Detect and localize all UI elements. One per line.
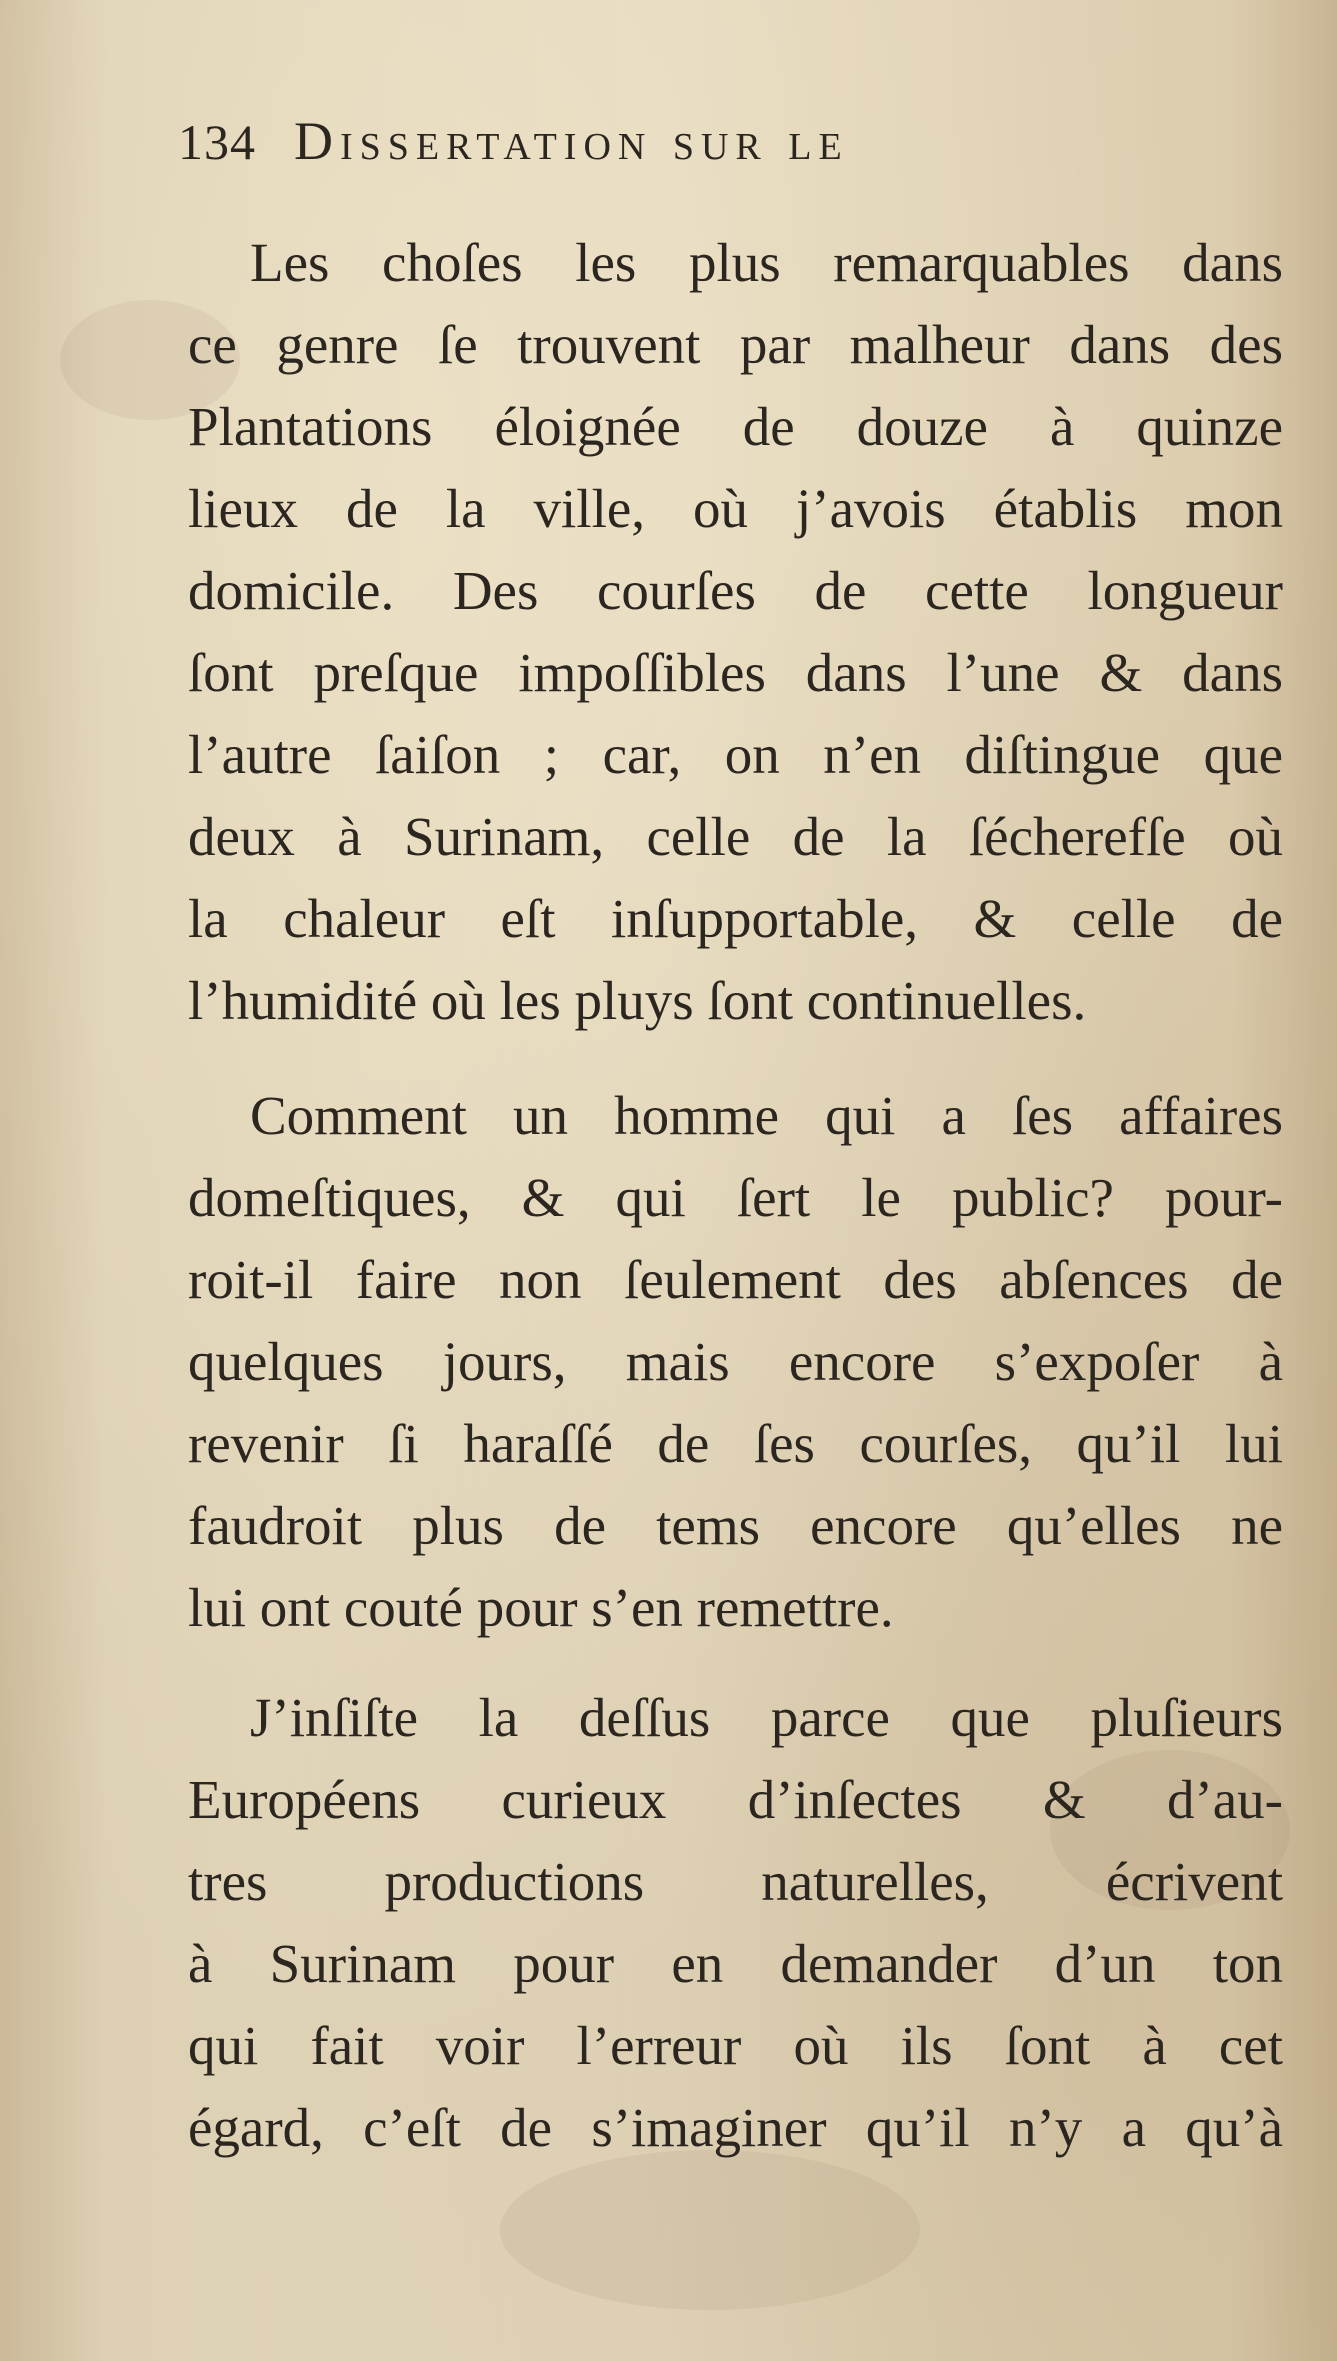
text-line: l’autre ſaiſon ; car, on n’en diſtingue que <box>188 724 1283 785</box>
text-line: deux à Surinam, celle de la ſécherefſe où <box>188 806 1283 867</box>
text-line: à Surinam pour en demander d’un ton <box>188 1933 1283 1994</box>
text-line: lui ont couté pour s’en remettre. <box>188 1577 894 1638</box>
text-line: roit-il faire non ſeulement des abſences de <box>188 1249 1283 1310</box>
page-header <box>178 110 1238 190</box>
running-head: Dissertation sur le <box>294 111 849 171</box>
text-line: faudroit plus de tems encore qu’elles ne <box>188 1495 1283 1556</box>
text-line: qui fait voir l’erreur où ils ſont à cet <box>188 2015 1283 2076</box>
text-line: la chaleur eſt inſupportable, & celle de <box>188 888 1283 949</box>
text-line: Les choſes les plus remarquables dans <box>250 232 1283 293</box>
text-line: tres productions naturelles, écrivent <box>188 1851 1283 1912</box>
text-line: Comment un homme qui a ſes affaires <box>250 1085 1283 1146</box>
text-line: Européens curieux d’inſectes & d’au- <box>188 1769 1283 1830</box>
text-line: domicile. Des courſes de cette longueur <box>188 560 1283 621</box>
text-line: l’humidité où les pluys ſont continuelles. <box>188 970 1087 1031</box>
text-line: domeſtiques, & qui ſert le public? pour- <box>188 1167 1283 1228</box>
text-line: quelques jours, mais encore s’expoſer à <box>188 1331 1283 1392</box>
text-line: ce genre ſe trouvent par malheur dans des <box>188 314 1283 375</box>
text-line: Plantations éloignée de douze à quinze <box>188 396 1283 457</box>
paper-stain <box>500 2150 920 2310</box>
text-line: ſont preſque impoſſibles dans l’une & dans <box>188 642 1283 703</box>
text-line: J’inſiſte la deſſus parce que pluſieurs <box>250 1687 1283 1748</box>
text-line: revenir ſi haraſſé de ſes courſes, qu’il lui <box>188 1413 1283 1474</box>
text-line: lieux de la ville, où j’avois établis mon <box>188 478 1283 539</box>
page-number: 134 <box>178 114 256 170</box>
text-line: égard, c’eſt de s’imaginer qu’il n’y a qu’à <box>188 2097 1283 2158</box>
